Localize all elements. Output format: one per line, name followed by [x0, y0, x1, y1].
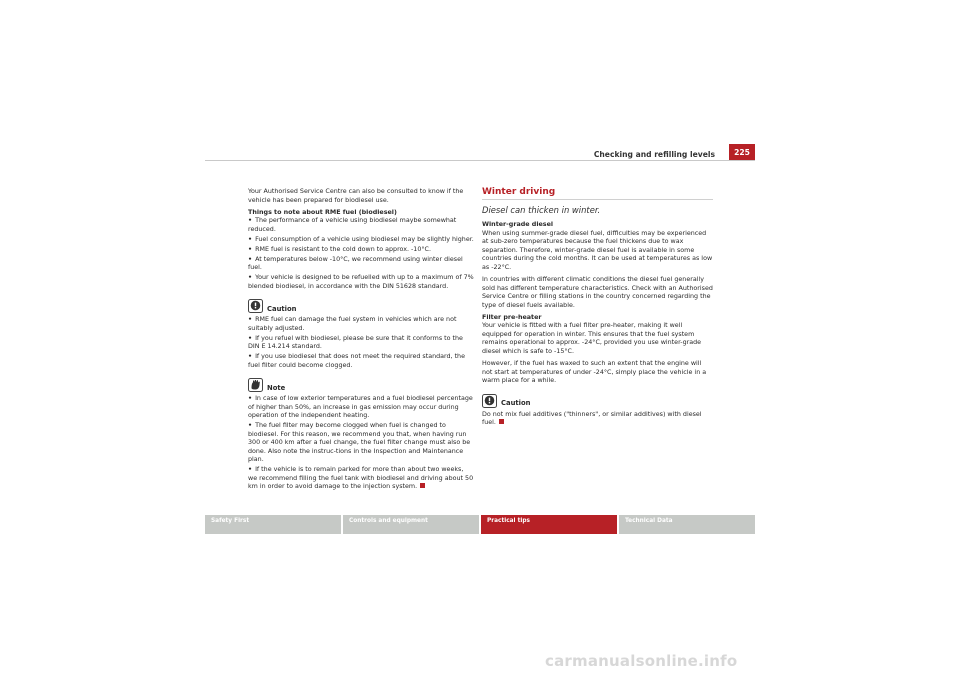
list-item: • At temperatures below -10°C, we recommend using winter diesel fuel. [248, 255, 463, 272]
header-title: Checking and refilling levels [593, 150, 715, 159]
bullet-icon: • [248, 245, 253, 253]
watermark: carmanualsonline.info [545, 652, 738, 670]
winter-grade-paragraph-1: When using summer-grade diesel fuel, difficulties may be experienced at sub-zero temperatures because the fuel thickens due to wax separation. Therefore, winter-grade diesel fuel is available in some countries during the cold months. It can be used at temperatures as low as -22°C. [482, 229, 713, 271]
list-item: • If the vehicle is to remain parked for more than about two weeks, we recommend filling the fuel tank with biodiesel and driving about 50 km in order to avoid damage to the injection system. [248, 466, 474, 491]
list-item: • The fuel filter may become clogged when fuel is changed to biodiesel. For this reason, we recommend you that, when having run 300 or 400 km after a fuel change, the fuel filter change must also be done. Also note the instruc-tions in the Inspection and Maintenance plan. [248, 422, 471, 464]
filter-preheater-paragraph-1: Your vehicle is fitted with a fuel filter pre-heater, making it well equipped for operation in winter. This ensures that the fuel system remains operational to approx. -24°C, provided you use winter-grade diesel which is safe to -15°C. [482, 322, 702, 355]
chapter-tabs [205, 515, 755, 534]
end-of-section-icon [420, 483, 425, 488]
list-item: • Your vehicle is designed to be refuelled with up to a maximum of 7% blended biodiesel, in accordance with the DIN 51628 standard. [248, 274, 474, 290]
bullet-icon: • [248, 316, 253, 324]
caution-icon [248, 299, 263, 313]
bullet-icon: • [248, 353, 253, 361]
caution-list [248, 316, 474, 370]
winter-grade-paragraph-2: In countries with different climatic conditions the diesel fuel generally sold has different temperature characteristics. Check with an Authorised Service Centre or filling stations in the country concerned regarding the type of diesel fuels available. [482, 275, 713, 309]
bullet-icon: • [248, 255, 253, 263]
winter-grade-heading: Winter-grade diesel [482, 221, 554, 229]
section-subtitle: Diesel can thicken in winter. [482, 204, 601, 215]
list-item: • RME fuel is resistant to the cold down to approx. -10°C. [248, 245, 431, 253]
list-item: • If you use biodiesel that does not meet the required standard, the fuel filter could become clogged. [248, 353, 465, 369]
bullet-icon: • [248, 466, 253, 474]
bullet-icon: • [248, 217, 253, 225]
end-of-section-icon [499, 419, 504, 424]
list-item: • In case of low exterior temperatures and a fuel biodiesel percentage of higher than 50%, an increase in gas emission may occur during operation of the independent heating. [248, 395, 473, 420]
things-heading: Things to note about RME fuel (biodiesel) [248, 208, 397, 216]
bullet-icon: • [248, 395, 253, 403]
tab-controls-and-equipment[interactable]: Controls and equipment [343, 515, 479, 534]
list-item: • If you refuel with biodiesel, please be sure that it conforms to the DIN E 14.214 standard. [248, 334, 463, 351]
section-title: Winter driving [482, 187, 556, 197]
section-rule [482, 199, 713, 200]
list-item: • RME fuel can damage the fuel system in vehicles which are not suitably adjusted. [248, 316, 457, 332]
tab-technical-data[interactable]: Technical Data [619, 515, 755, 534]
note-heading [248, 378, 474, 392]
things-list [248, 217, 474, 291]
filter-preheater-paragraph-2: However, if the fuel has waxed to such an extent that the engine will not start at temperatures of under -24°C, simply place the vehicle in a warm place for a while. [482, 360, 707, 385]
bullet-icon: • [248, 422, 253, 430]
tab-practical-tips[interactable]: Practical tips [481, 515, 617, 534]
caution-text: Do not mix fuel additives ("thinners", or similar additives) with diesel fuel. [482, 410, 702, 427]
header-rule [205, 160, 755, 161]
filter-preheater-heading: Filter pre-heater [482, 313, 542, 321]
caution-heading [482, 394, 713, 408]
note-label: Note [267, 383, 286, 392]
page-number: 225 [729, 144, 755, 161]
bullet-icon: • [248, 235, 253, 243]
note-list [248, 395, 474, 492]
caution-icon [482, 394, 497, 408]
list-item: • The performance of a vehicle using biodiesel maybe somewhat reduced. [248, 217, 457, 233]
list-item: • Fuel consumption of a vehicle using biodiesel may be slightly higher. [248, 235, 474, 243]
bullet-icon: • [248, 334, 253, 342]
caution-label: Caution [501, 399, 531, 408]
intro-paragraph: Your Authorised Service Centre can also be consulted to know if the vehicle has been prepared for biodiesel use. [248, 188, 464, 204]
note-icon [248, 378, 263, 392]
caution-heading [248, 299, 474, 313]
bullet-icon: • [248, 274, 253, 282]
tab-safety-first[interactable]: Safety First [205, 515, 341, 534]
left-column [248, 188, 474, 493]
caution-label: Caution [267, 304, 297, 313]
right-column [482, 188, 713, 431]
